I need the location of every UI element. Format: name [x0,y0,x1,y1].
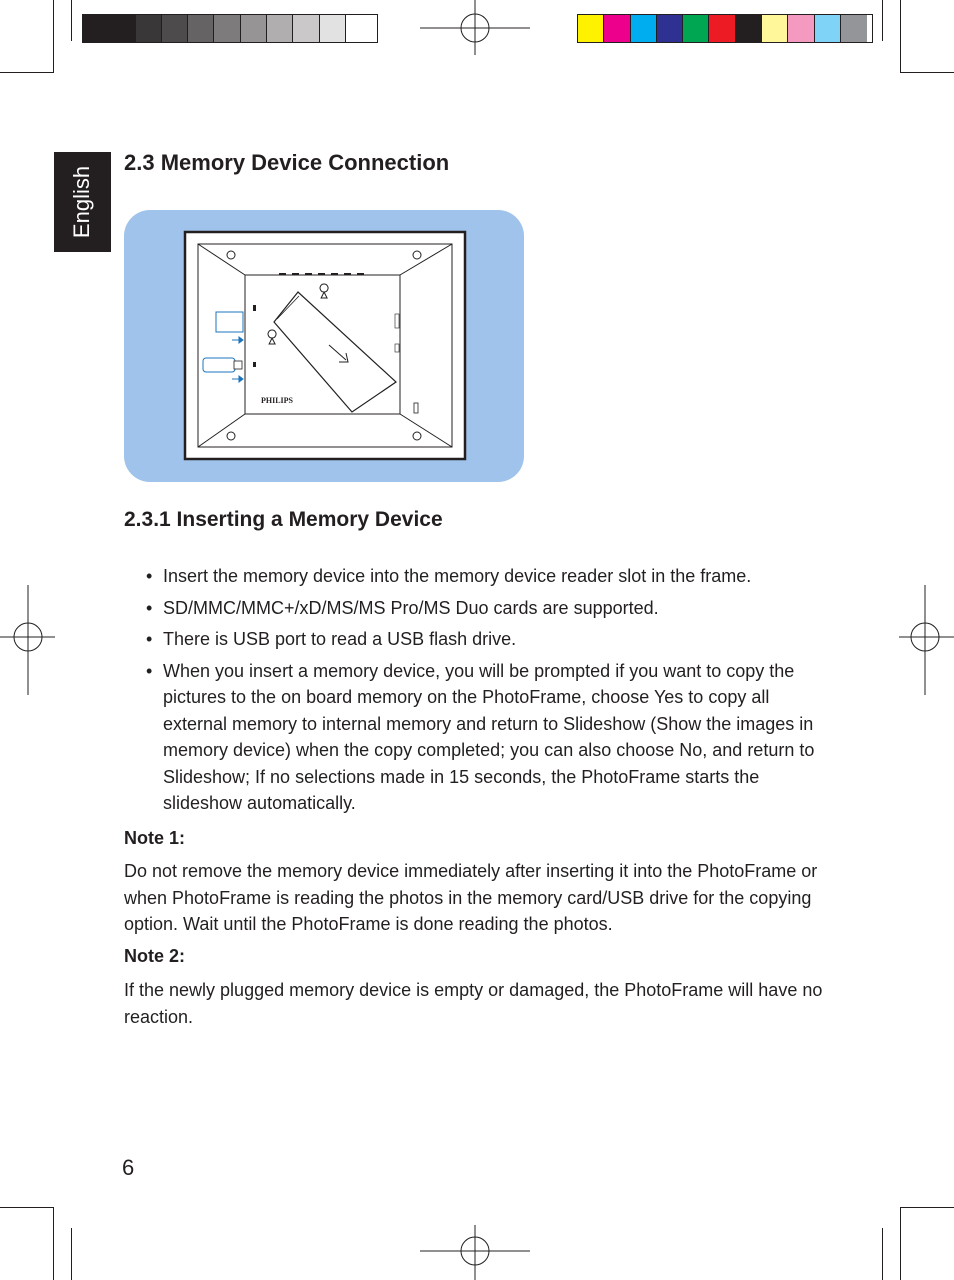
color-swatch [83,15,109,42]
usb-drive-icon [203,358,235,372]
language-tab-label: English [69,165,94,239]
list-item: • Insert the memory device into the memory device reader slot in the frame. [146,563,846,590]
process-color-bar [577,14,873,43]
color-swatch [762,15,788,42]
list-item: • When you insert a memory device, you will be prompted if you want to copy the pictures to the on board memory on the PhotoFrame, choose Yes to copy all external memory to internal memory and return to Slideshow (Show the images in memory device) when the copy completed; you can also choose No, and return to Slideshow; If no selections made in 15 seconds, the PhotoFrame starts the slideshow automatically. [146,658,835,817]
color-swatch [346,15,372,42]
note-2-body: If the newly plugged memory device is empty or damaged, the PhotoFrame will have no reaction. [124,980,823,1027]
color-swatch [162,15,188,42]
grayscale-color-bar [82,14,378,43]
color-swatch [136,15,162,42]
registration-mark-top [420,0,530,60]
memory-card-icon [216,312,243,332]
frame-back-illustration [124,210,524,482]
color-swatch [267,15,293,42]
registration-mark-left [0,585,60,695]
bullet-list [146,563,846,822]
subsection-title: 2.3.1 Inserting a Memory Device [124,508,443,531]
color-swatch [631,15,657,42]
brand-label: PHILIPS [261,396,294,405]
color-swatch [109,15,135,42]
color-swatch [214,15,240,42]
note-1-title: Note 1: [124,828,186,848]
note-2-title: Note 2: [124,946,186,966]
registration-mark-bottom [420,1225,530,1280]
registration-mark-right [895,585,954,695]
page-number: 6 [122,1155,135,1180]
color-swatch [709,15,735,42]
color-swatch [788,15,814,42]
color-swatch [241,15,267,42]
section-title: 2.3 Memory Device Connection [124,150,450,175]
list-item: • SD/MMC/MMC+/xD/MS/MS Pro/MS Duo cards are supported. [146,595,846,622]
color-swatch [604,15,630,42]
color-swatch [293,15,319,42]
list-item: • There is USB port to read a USB flash drive. [146,626,846,653]
color-swatch [683,15,709,42]
color-swatch [320,15,346,42]
color-swatch [578,15,604,42]
color-swatch [815,15,841,42]
color-swatch [657,15,683,42]
color-swatch [736,15,762,42]
photoframe-back-diagram [124,210,524,482]
note-1-body: Do not remove the memory device immediately after inserting it into the PhotoFrame or when PhotoFrame is reading the photos in the memory card/USB drive for the copying option. Wait until the PhotoFrame is done reading the photos. [124,861,818,934]
color-swatch [841,15,867,42]
color-swatch [188,15,214,42]
